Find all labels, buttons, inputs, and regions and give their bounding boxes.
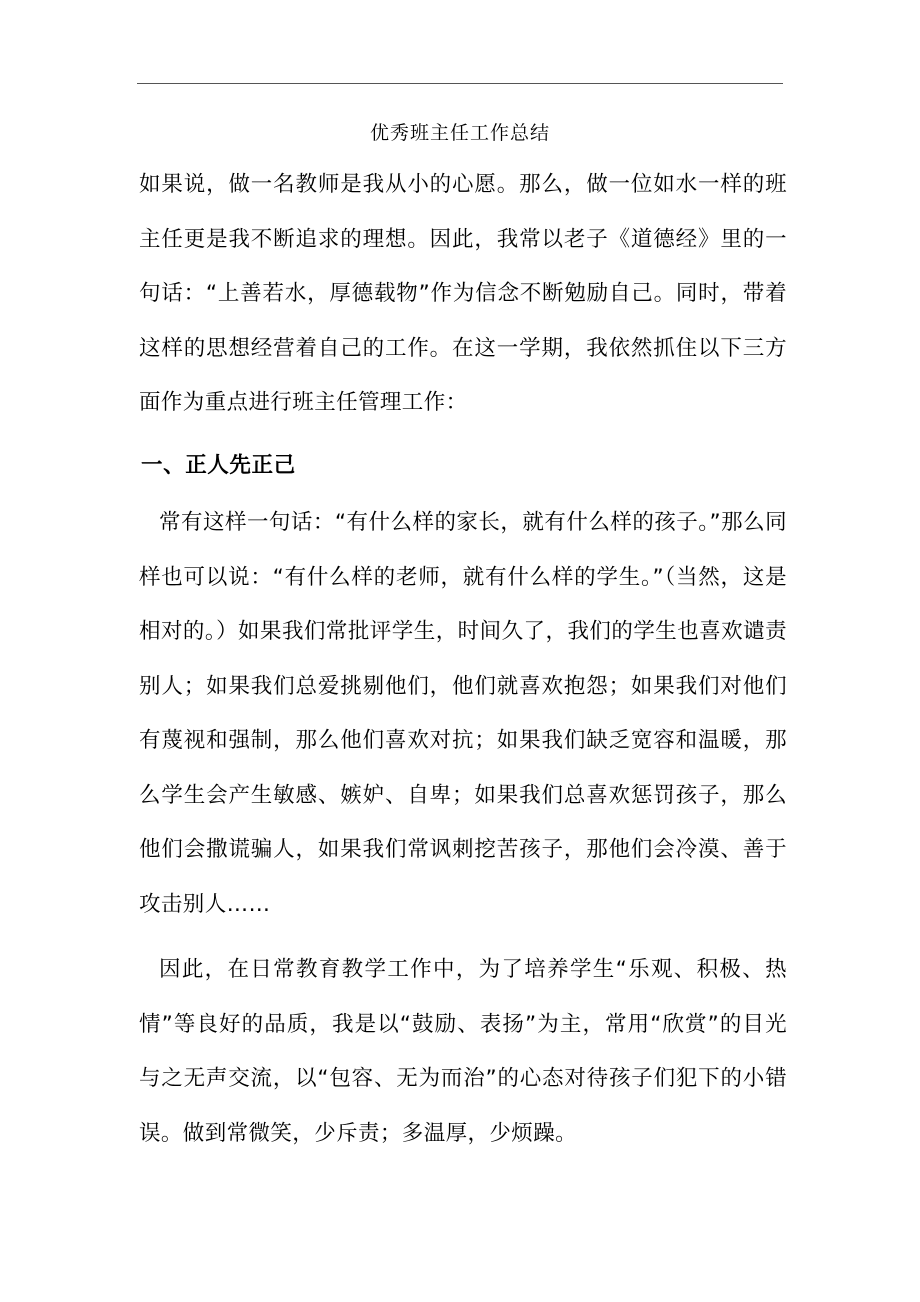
- section-heading: 一、正人先正己: [141, 453, 296, 478]
- intro-paragraph: 如果说，做一名教师是我从小的心愿。那么，做一位如水一样的班主任更是我不断追求的理想。因此，我常以老子《道德经》里的一句话：“上善若水，厚德载物”作为信念不断勉励自己。同时，带着这样的思想经营着自己的工作。在这一学期，我依然抓住以下三方面作为重点进行班主任管理工作：: [139, 172, 787, 415]
- body-paragraph: 因此，在日常教育教学工作中，为了培养学生“乐观、积极、热情”等良好的品质，我是以“鼓励、表扬”为主，常用“欣赏”的目光与之无声交流，以“包容、无为而治”的心态对待孩子们犯下的小错误。做到常微笑，少斥责；多温厚，少烦躁。: [139, 957, 787, 1146]
- document-title: 优秀班主任工作总结: [369, 122, 550, 144]
- header-rule: [137, 83, 783, 84]
- body-paragraph: 常有这样一句话：“有什么样的家长，就有什么样的孩子。”那么同样也可以说：“有什么样的老师，就有什么样的学生。”（当然，这是相对的。）如果我们常批评学生，时间久了，我们的学生也喜欢谴责别人；如果我们总爱挑剔他们，他们就喜欢抱怨；如果我们对他们有蔑视和强制，那么他们喜欢对抗；如果我们缺乏宽容和温暖，那么学生会产生敏感、嫉妒、自卑；如果我们总喜欢惩罚孩子，那么他们会撒谎骗人，如果我们常讽刺挖苦孩子，那他们会冷漠、善于攻击别人……: [139, 510, 787, 917]
